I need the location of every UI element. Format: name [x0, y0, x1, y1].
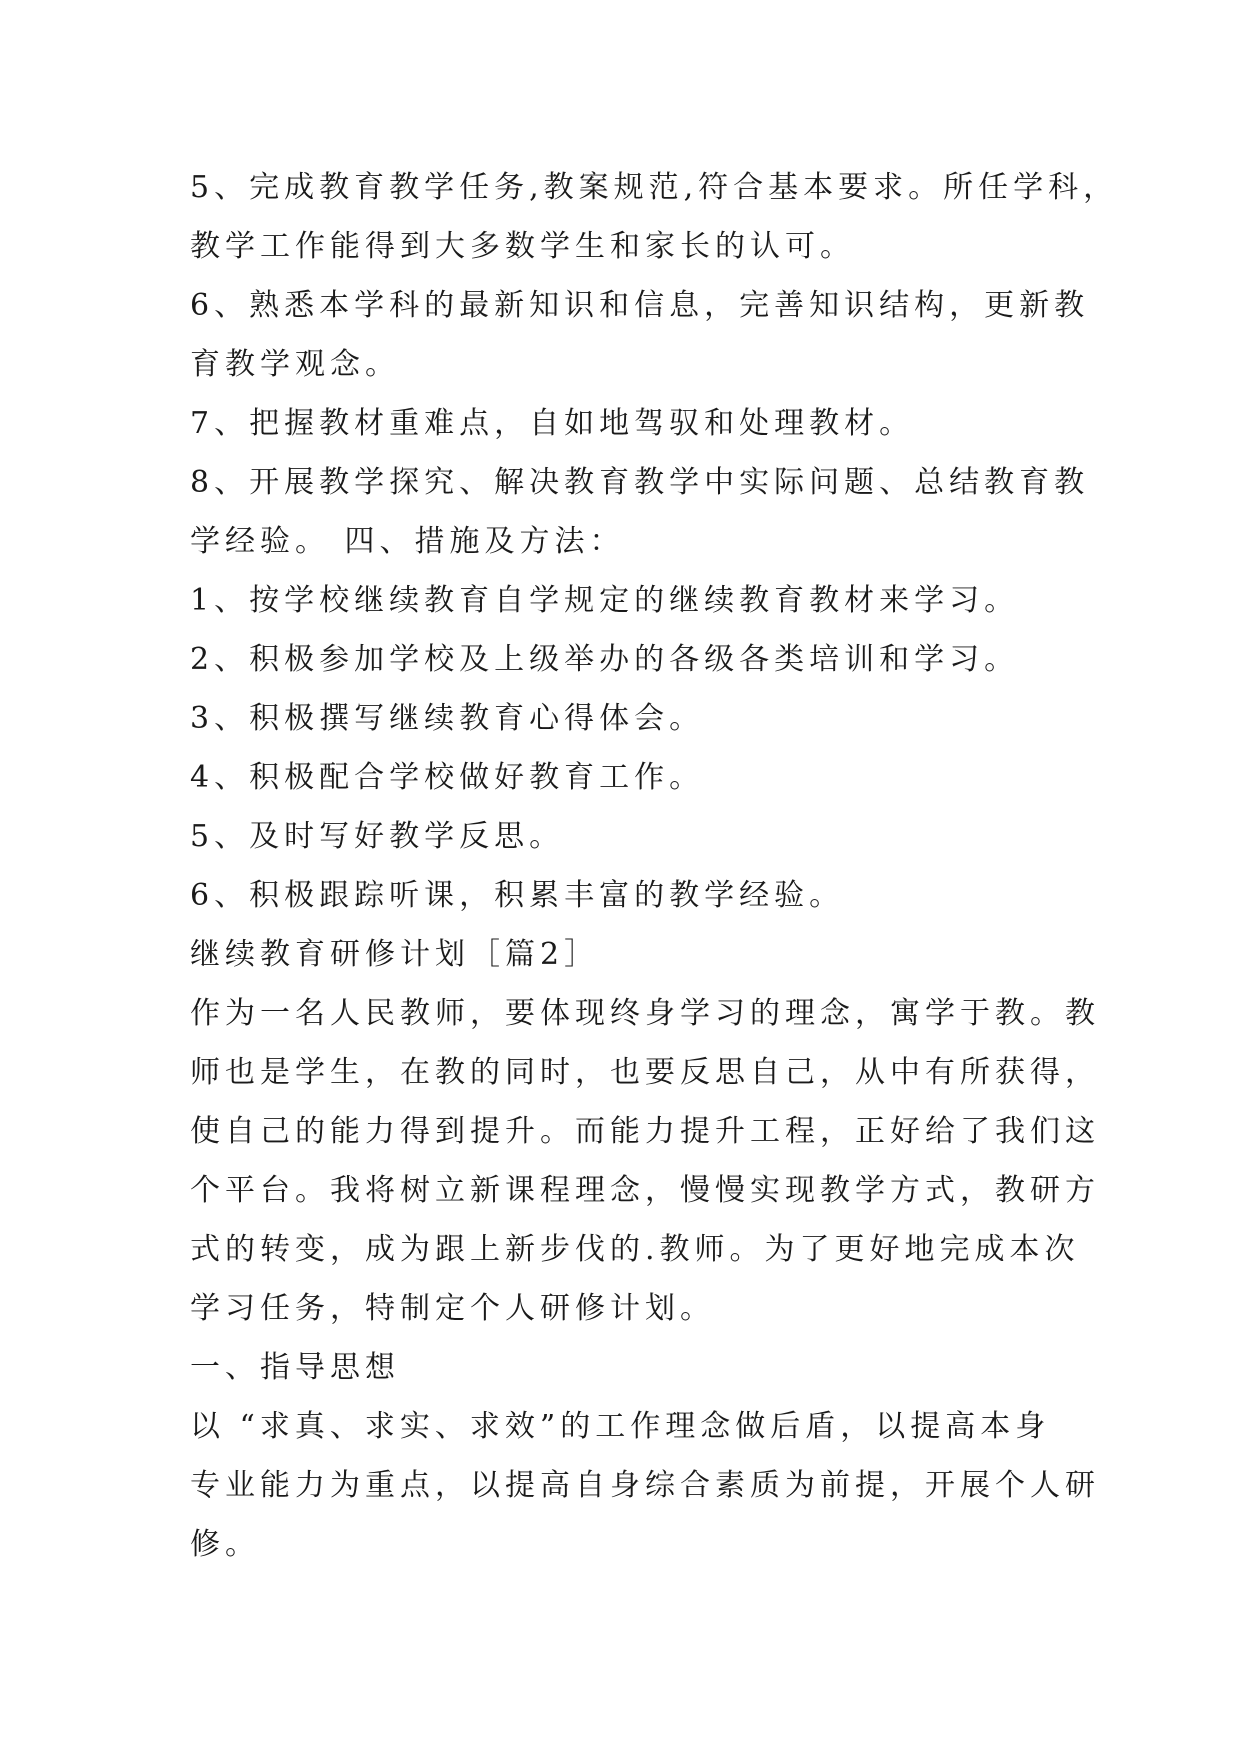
text-line: 师也是学生，在教的同时，也要反思自己，从中有所获得， [190, 1055, 1100, 1090]
text-line: 教学工作能得到大多数学生和家长的认可。 [190, 229, 855, 264]
text-line: 式的转变，成为跟上新步伐的.教师。为了更好地完成本次 [190, 1232, 1080, 1267]
text-line: 7、把握教材重难点，自如地驾驭和处理教材。 [190, 406, 915, 441]
text-line: 作为一名人民教师，要体现终身学习的理念，寓学于教。教 [190, 996, 1100, 1031]
text-line: 学习任务，特制定个人研修计划。 [190, 1291, 715, 1326]
text-line: 8、开展教学探究、解决教育教学中实际问题、总结教育教 [190, 465, 1090, 500]
section-heading: 继续教育研修计划［篇2］ [190, 937, 600, 972]
text-line: 修。 [190, 1527, 260, 1562]
text-line: 专业能力为重点，以提高自身综合素质为前提，开展个人研 [190, 1468, 1100, 1503]
text-line: 1、按学校继续教育自学规定的继续教育教材来学习。 [190, 583, 1020, 618]
text-line: 6、积极跟踪听课，积累丰富的教学经验。 [190, 878, 845, 913]
text-line: 使自己的能力得到提升。而能力提升工程，正好给了我们这 [190, 1114, 1100, 1149]
text-line: 5、及时写好教学反思。 [190, 819, 565, 854]
text-line: 3、积极撰写继续教育心得体会。 [190, 701, 705, 736]
text-line: 5、完成教育教学任务,教案规范,符合基本要求。所任学科， [190, 170, 1119, 205]
subsection-heading: 一、指导思想 [190, 1350, 400, 1385]
document-body [190, 158, 1119, 1574]
text-line: 4、积极配合学校做好教育工作。 [190, 760, 705, 795]
text-line: 学经验。 四、措施及方法： [190, 524, 625, 559]
text-line: 育教学观念。 [190, 347, 400, 382]
text-line: 2、积极参加学校及上级举办的各级各类培训和学习。 [190, 642, 1020, 677]
text-line: 6、熟悉本学科的最新知识和信息，完善知识结构，更新教 [190, 288, 1090, 323]
text-line: 个平台。我将树立新课程理念，慢慢实现教学方式，教研方 [190, 1173, 1100, 1208]
text-line: 以 “求真、求实、求效”的工作理念做后盾，以提高本身 [190, 1409, 1051, 1444]
